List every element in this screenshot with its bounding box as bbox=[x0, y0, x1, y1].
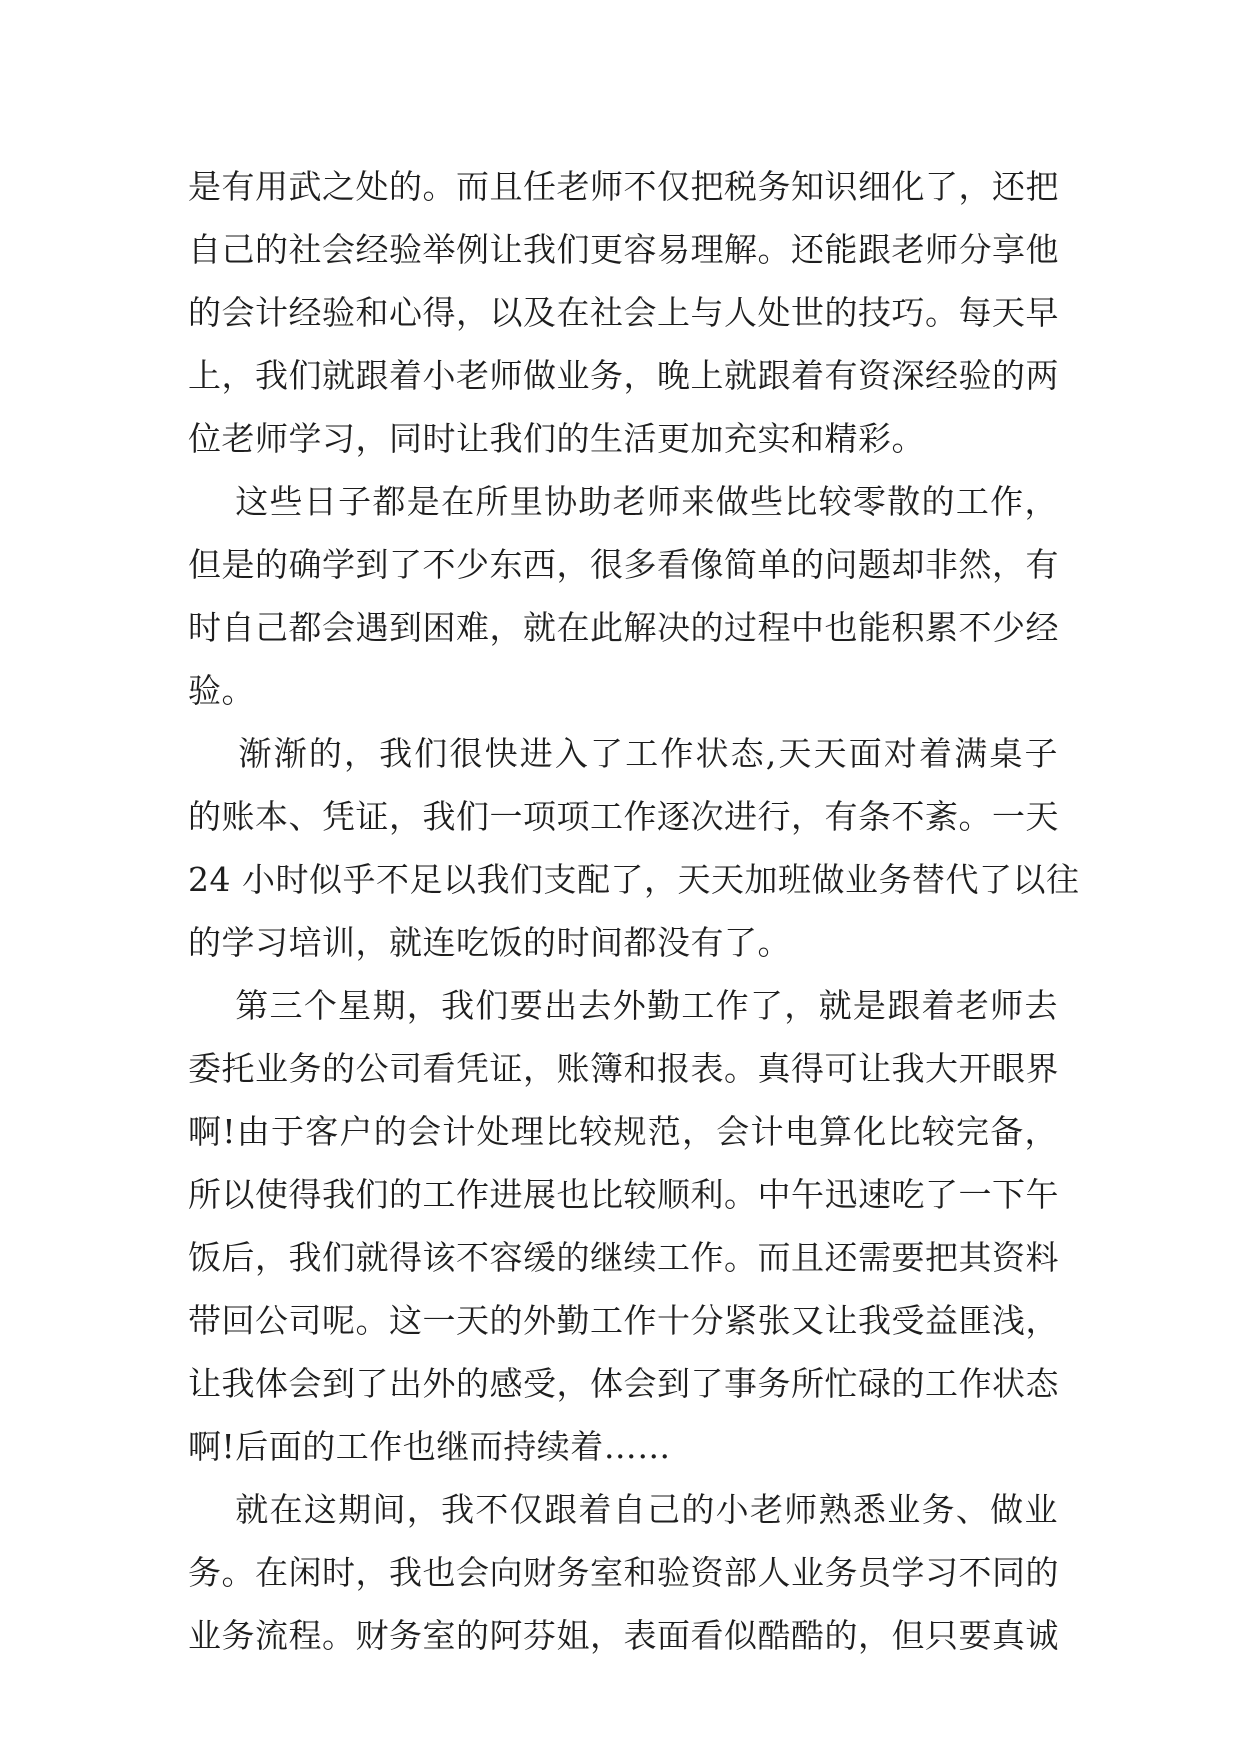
text-line: 时自己都会遇到困难，就在此解决的过程中也能积累不少经 bbox=[188, 608, 1059, 647]
text-line: 就在这期间，我不仅跟着自己的小老师熟悉业务、做业 bbox=[188, 1490, 1058, 1529]
text-line: 这些日子都是在所里协助老师来做些比较零散的工作， bbox=[188, 482, 1058, 521]
text-line: 但是的确学到了不少东西，很多看像简单的问题却非然，有 bbox=[188, 545, 1059, 584]
text-line: 的会计经验和心得，以及在社会上与人处世的技巧。每天早 bbox=[188, 293, 1059, 332]
text-line: 饭后，我们就得该不容缓的继续工作。而且还需要把其资料 bbox=[188, 1238, 1059, 1277]
text-line: 第三个星期，我们要出去外勤工作了，就是跟着老师去 bbox=[188, 986, 1058, 1025]
text-line: 渐渐的，我们很快进入了工作状态,天天面对着满桌子 bbox=[188, 734, 1058, 773]
text-line: 是有用武之处的。而且任老师不仅把税务知识细化了，还把 bbox=[188, 167, 1059, 206]
text-line: 啊!后面的工作也继而持续着…… bbox=[188, 1427, 671, 1466]
text-line: 务。在闲时，我也会向财务室和验资部人业务员学习不同的 bbox=[188, 1553, 1059, 1592]
text-line: 让我体会到了出外的感受，体会到了事务所忙碌的工作状态 bbox=[188, 1364, 1059, 1403]
text-line: 业务流程。财务室的阿芬姐，表面看似酷酷的，但只要真诚 bbox=[188, 1616, 1059, 1655]
text-line: 自己的社会经验举例让我们更容易理解。还能跟老师分享他 bbox=[188, 230, 1059, 269]
text-line: 验。 bbox=[188, 671, 255, 710]
text-line: 带回公司呢。这一天的外勤工作十分紧张又让我受益匪浅， bbox=[188, 1301, 1059, 1340]
text-line: 啊!由于客户的会计处理比较规范，会计电算化比较完备， bbox=[188, 1112, 1058, 1151]
text-line: 上，我们就跟着小老师做业务，晚上就跟着有资深经验的两 bbox=[188, 356, 1059, 395]
text-line: 位老师学习，同时让我们的生活更加充实和精彩。 bbox=[188, 419, 925, 458]
text-line: 委托业务的公司看凭证，账簿和报表。真得可让我大开眼界 bbox=[188, 1049, 1059, 1088]
text-line: 24 小时似乎不足以我们支配了，天天加班做业务替代了以往 bbox=[188, 860, 1080, 899]
text-line: 的账本、凭证，我们一项项工作逐次进行，有条不紊。一天 bbox=[188, 797, 1059, 836]
text-line: 的学习培训，就连吃饭的时间都没有了。 bbox=[188, 923, 791, 962]
text-line: 所以使得我们的工作进展也比较顺利。中午迅速吃了一下午 bbox=[188, 1175, 1059, 1214]
